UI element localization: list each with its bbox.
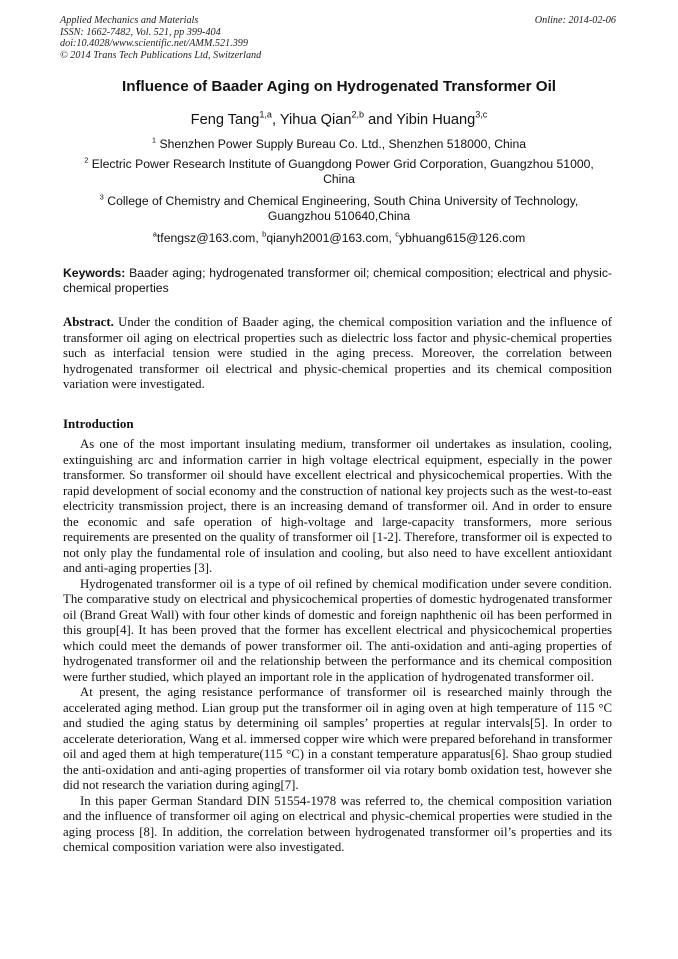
author-sup: 1,a — [259, 109, 272, 120]
author-list — [0, 109, 678, 128]
journal-doi: doi:10.4028/www.scientific.net/AMM.521.399 — [60, 38, 248, 50]
keywords-label: Keywords: — [63, 266, 126, 280]
journal-issn: ISSN: 1662-7482, Vol. 521, pp 399-404 — [60, 26, 221, 38]
author-sup: 3,c — [475, 109, 488, 120]
keywords — [63, 266, 612, 296]
affiliation-2 — [70, 157, 608, 187]
email-address: tfengsz@163.com — [156, 231, 256, 245]
email-sep: , — [388, 231, 396, 245]
affiliation-num: 2 — [84, 155, 89, 165]
abstract-label: Abstract. — [63, 315, 114, 329]
paragraph: Hydrogenated transformer oil is a type of oil refined by chemical modification under severe condition. The comparative study on electrical and physicochemical properties of domestic hydrogenated transformer oil (Brand Great Wall) with four other kinds of domestic and foreign naphthenic oil has been performed in this group[4]. It has been proved that the former has excellent electrical and physicochemical properties which could meet the demands of power transformer oil. The anti-oxidation and anti-aging properties of hydrogenated transformer oil and the relationship between the performance and its chemical composition were further studied, which played an important role in the application of hydrogenated transformer oil. — [63, 576, 612, 684]
email-sup: b — [262, 229, 267, 239]
affiliation-text: Shenzhen Power Supply Bureau Co. Ltd., Shenzhen 518000, China — [159, 137, 527, 151]
paragraph: As one of the most important insulating medium, transformer oil undertakes as insulation, cooling, extinguishing arc and information carrier in high voltage electrical equipment, especially in the power transformer. So transformer oil should have excellent electrical and physicochemical properties. With the rapid development of social economy and the construction of national key projects such as the west-to-east electricity transmission project, there is an increasing demand of transformer oil. And in order to ensure the economic and safe operation of high-voltage and large-capacity transformers, more serious requirements are presented on the quality of transformer oil [1-2]. Therefore, transformer oil is expected to not only play the fundamental role of insulation and cooling, but also need to have excellent antioxidant and anti-aging properties [3]. — [63, 437, 612, 575]
journal-copyright: © 2014 Trans Tech Publications Ltd, Switzerland — [60, 49, 262, 61]
introduction-body — [63, 437, 612, 856]
author-sup: 2,b — [351, 109, 365, 120]
online-date: Online: 2014-02-06 — [534, 15, 616, 26]
paragraph: At present, the aging resistance performance of transformer oil is researched mainly through the accelerated aging method. Lian group put the transformer oil in aging oven at high temperature of 115 °C and studied the aging status by determining oil samples’ properties at regular intervals[5]. In order to accelerate deterioration, Wang et al. immersed copper wire which were prepared beforehand in transformer oil and aged them at high temperature(115 °C) in a constant temperature apparatus[6]. Shao group studied the anti-oxidation and anti-aging properties of transformer oil via rotary bomb oxidation test, however she did not research the variation during aging[7]. — [63, 685, 612, 792]
abstract-text: Under the condition of Baader aging, the chemical composition variation and the influence of transformer oil aging on electrical properties such as dielectric loss factor and physic-chemical properties such as interfacial tension were studied in the aging precess. Moreover, the correlation between hydrogenated transformer oil electrical and physic-chemical properties and its chemical composition variation were investigated. — [63, 315, 613, 391]
journal-header — [60, 15, 616, 61]
abstract — [63, 315, 612, 393]
email-address: qianyh2001@163.com — [266, 231, 389, 245]
paragraph: In this paper German Standard DIN 51554-1978 was referred to, the chemical composition variation and the influence of transformer oil aging on electrical and physic-chemical properties were studied in the aging process [8]. In addition, the correlation between hydrogenated transformer oil’s properties and its chemical composition variation were also investigated. — [63, 793, 612, 854]
affiliation-num: 3 — [99, 192, 104, 202]
section-heading: Introduction — [63, 416, 134, 431]
paper-title: Influence of Baader Aging on Hydrogenated Transformer Oil — [121, 78, 557, 95]
email-sup: a — [152, 229, 157, 239]
author-sep: , — [271, 112, 280, 128]
author-name: Yibin Huang — [396, 112, 476, 128]
affiliation-text: Electric Power Research Institute of Guangdong Power Grid Corporation, Guangzhou 51000, China — [91, 157, 594, 186]
abstract-paragraph — [63, 315, 612, 393]
email-sep: , — [255, 231, 263, 245]
author-name: Yihua Qian — [279, 112, 352, 128]
affiliation-num: 1 — [151, 135, 157, 145]
affiliation-text: College of Chemistry and Chemical Engineering, South China University of Technology, Guangzhou 510640,China — [107, 194, 579, 223]
author-sep: and — [364, 112, 397, 128]
email-list — [70, 231, 608, 246]
email-sup: c — [395, 229, 400, 239]
affiliation-1 — [70, 137, 608, 152]
journal-name: Applied Mechanics and Materials — [60, 15, 199, 26]
keywords-text: Baader aging; hydrogenated transformer oil; chemical composition; electrical and physic-chemical properties — [63, 266, 612, 295]
email-address: ybhuang615@126.com — [399, 231, 526, 245]
author-name: Feng Tang — [190, 112, 260, 128]
affiliation-3 — [70, 194, 608, 224]
